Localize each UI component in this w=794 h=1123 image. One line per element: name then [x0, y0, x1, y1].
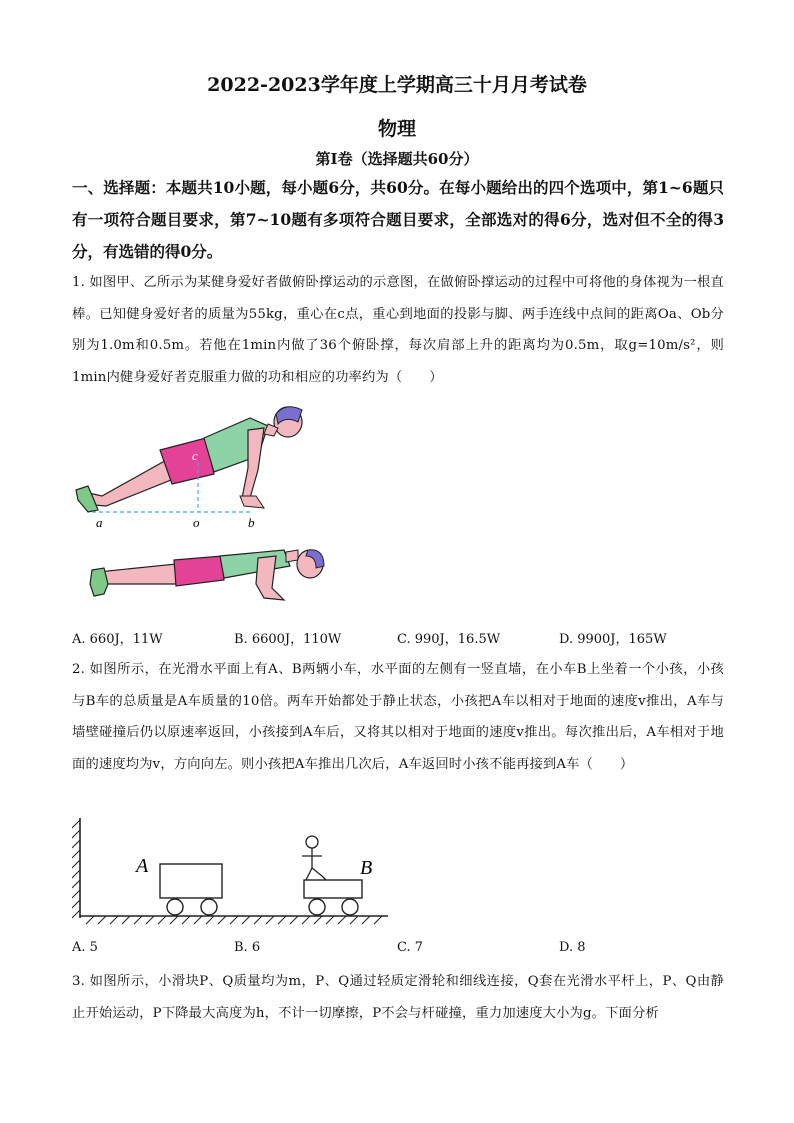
label-c: c — [192, 448, 198, 463]
q1-option-a[interactable]: A. 660J，11W — [72, 632, 163, 647]
question-2-options — [72, 940, 724, 960]
exam-title: 2022-2023学年度上学期高三十月月考试卷 — [207, 74, 587, 96]
q1-option-b[interactable]: B. 6600J，110W — [234, 632, 342, 647]
subject-title: 物理 — [377, 118, 416, 140]
q2-option-d[interactable]: D. 8 — [559, 940, 586, 955]
question-2-stem: 2. 如图所示，在光滑水平面上有A、B两辆小车，水平面的左侧有一竖直墙，在小车B上坐着一个小孩，小孩与B车的总质量是A车质量的10倍。两车开始都处于静止状态，小孩把A车以相对于地面的速度v推出，A车与墙壁碰撞后仍以原速率返回，小孩接到A车后，又将其以相对于地面的速度v推出。每次推出后，A车相对于地面的速度均为v，方向向左。则小孩把A车推出几次后，A车返回时小孩不能再接到A车（ ） — [72, 662, 724, 772]
label-o: o — [193, 515, 200, 530]
label-a: a — [96, 515, 103, 530]
label-cart-a: A — [136, 855, 149, 877]
child-figure — [302, 836, 326, 880]
volume-title: 第Ⅰ卷（选择题共60分） — [315, 150, 479, 168]
wall — [72, 818, 80, 918]
q2-option-b[interactable]: B. 6 — [234, 940, 261, 955]
q2-option-a[interactable]: A. 5 — [72, 940, 98, 955]
q1-option-d[interactable]: D. 9900J，165W — [559, 632, 667, 647]
pushup-figure — [72, 400, 362, 615]
q2-option-c[interactable]: C. 7 — [397, 940, 424, 955]
pushup-raised-person — [76, 407, 302, 512]
question-1-options — [72, 628, 724, 648]
question-1-stem: 1. 如图甲、乙所示为某健身爱好者做俯卧撑运动的示意图，在做俯卧撑运动的过程中可将他的身体视为一根直棒。已知健身爱好者的质量为55kg，重心在c点，重心到地面的投影与脚、两手连线中点间的距离Oa、Ob分别为1.0m和0.5m。若他在1min内做了36个俯卧撑，每次肩部上升的距离均为0.5m，取g=10m/s²，则1min内健身爱好者克服重力做的功和相应的功率约为（ ） — [72, 275, 724, 385]
cart-b — [304, 880, 362, 915]
ground — [80, 916, 388, 924]
pushup-lowered-person — [90, 550, 324, 600]
label-b: b — [248, 515, 255, 530]
carts-figure — [72, 814, 392, 928]
question-3-stem: 3. 如图所示，小滑块P、Q质量均为m，P、Q通过轻质定滑轮和细线连接，Q套在光滑水平杆上，P、Q由静止开始运动，P下降最大高度为h，不计一切摩擦，P不会与杆碰撞，重力加速度大小为g。下面分析 — [72, 974, 724, 1021]
q1-option-c[interactable]: C. 990J，16.5W — [397, 632, 501, 647]
label-cart-b: B — [360, 857, 373, 879]
section-instructions: 一、选择题：本题共10小题，每小题6分，共60分。在每小题给出的四个选项中，第1~6题只有一项符合题目要求，第7~10题有多项符合题目要求，全部选对的得6分，选对但不全的得3分，有选错的得0分。 — [72, 178, 724, 261]
cart-a — [160, 864, 222, 915]
